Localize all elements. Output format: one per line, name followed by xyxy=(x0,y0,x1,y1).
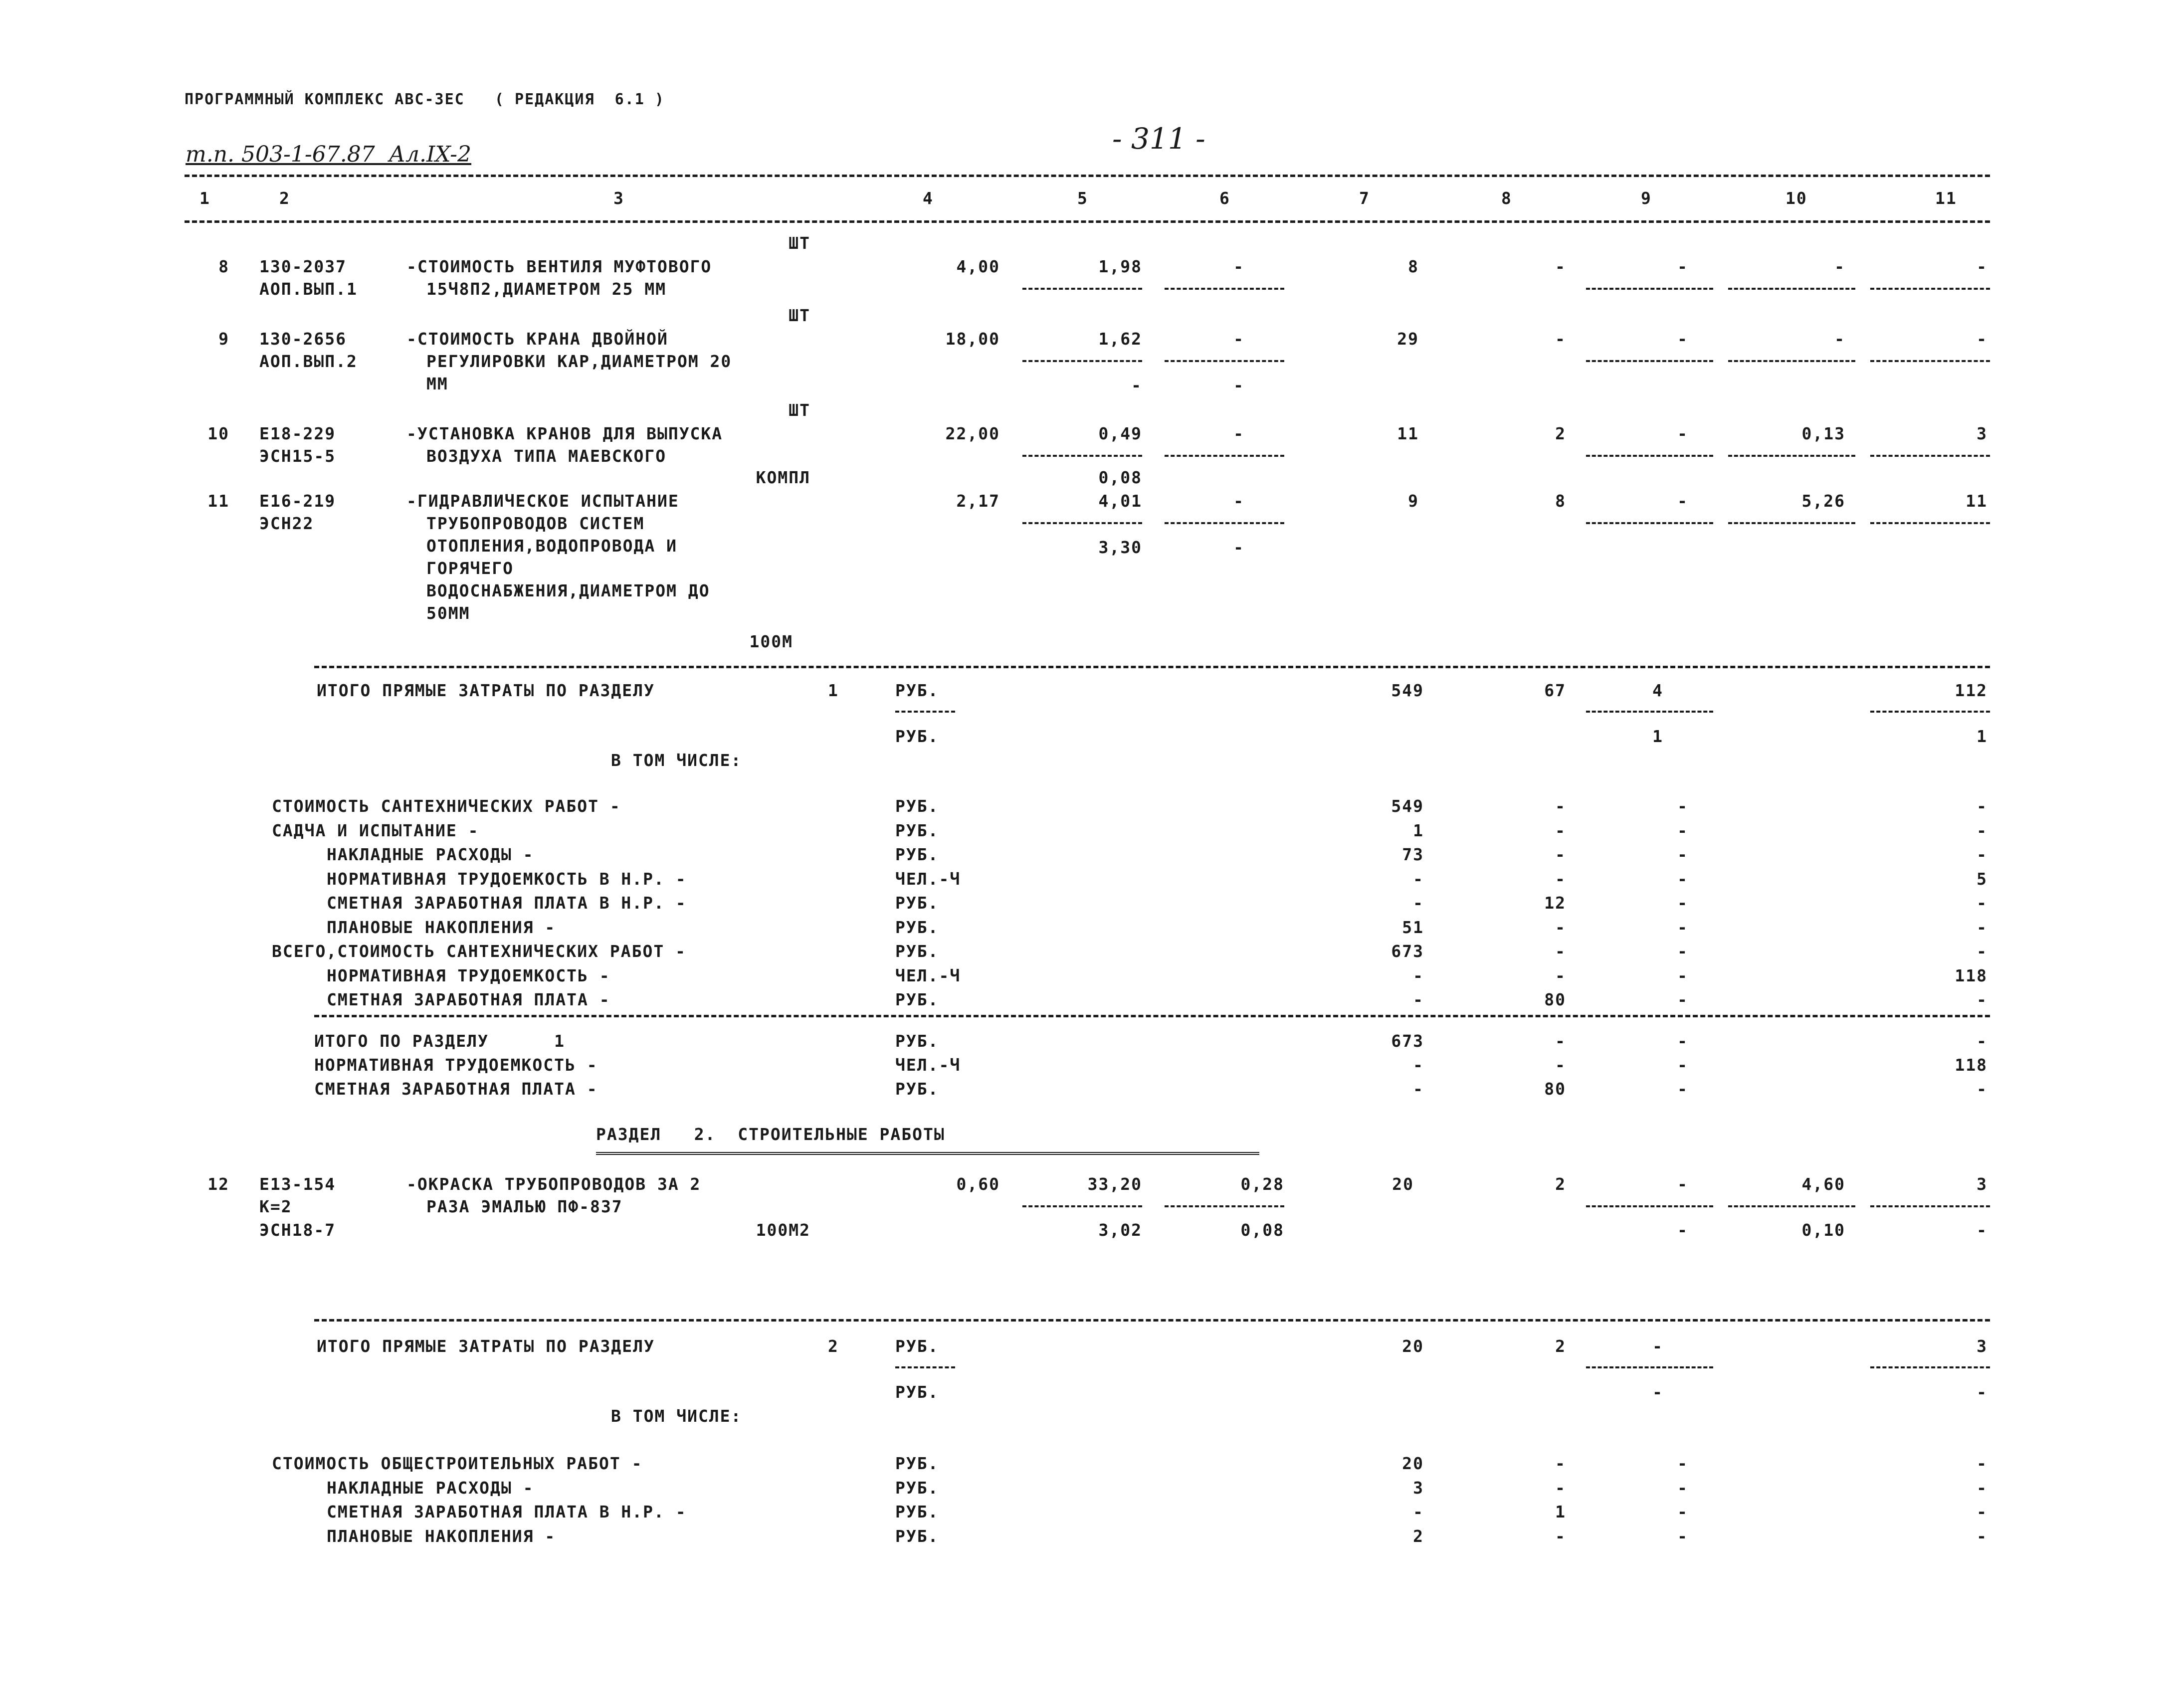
item-col6-second: - xyxy=(1233,376,1244,395)
rule-col5 xyxy=(1022,360,1142,362)
breakdown-label: НОРМАТИВНАЯ ТРУДОЕМКОСТЬ - xyxy=(327,965,610,985)
rule-col6 xyxy=(1165,288,1284,290)
breakdown-col7: 2 xyxy=(1413,1526,1424,1546)
item-col9: - xyxy=(1677,424,1688,443)
including-label: В ТОМ ЧИСЛЕ: xyxy=(611,1406,742,1426)
grand-total-col11: 118 xyxy=(1955,1055,1987,1075)
breakdown-unit: РУБ. xyxy=(895,917,939,937)
rule-section2-total xyxy=(314,1319,1990,1322)
item-col11: 3 xyxy=(1977,1174,1987,1194)
item-description-line: РАЗА ЭМАЛЬЮ ПФ-837 xyxy=(426,1197,623,1216)
breakdown-col7: 1 xyxy=(1413,820,1424,840)
item-col11-second: - xyxy=(1977,1220,1987,1240)
breakdown-unit: РУБ. xyxy=(895,893,939,913)
breakdown-unit: РУБ. xyxy=(895,1454,939,1473)
item-quantity: 4,00 xyxy=(956,257,1000,276)
grand-total-col8: - xyxy=(1555,1055,1566,1075)
item-unit: ШТ xyxy=(789,400,810,420)
item-quantity: 0,60 xyxy=(956,1174,1000,1194)
item-code: Е16-219 xyxy=(259,491,336,511)
breakdown-col9: - xyxy=(1677,942,1688,961)
item-unit-below: 100М xyxy=(749,632,793,651)
column-header-10: 10 xyxy=(1785,189,1807,208)
item-description-line: ВОЗДУХА ТИПА МАЕВСКОГО xyxy=(426,446,667,466)
breakdown-col9: - xyxy=(1677,1454,1688,1473)
item-description-line: ВОДОСНАБЖЕНИЯ,ДИАМЕТРОМ ДО xyxy=(426,581,710,600)
rule-col11 xyxy=(1870,1366,1990,1368)
breakdown-col9: - xyxy=(1677,1478,1688,1498)
rule-col5 xyxy=(1022,455,1142,457)
item-description-line: 50ММ xyxy=(426,603,470,623)
item-col6: 0,28 xyxy=(1240,1174,1284,1194)
item-code-sub: ЭСН18-7 xyxy=(259,1220,336,1240)
rule-col11 xyxy=(1870,360,1990,362)
breakdown-col11: - xyxy=(1977,1502,1987,1521)
breakdown-col7: 549 xyxy=(1391,796,1424,816)
grand-total-unit: РУБ. xyxy=(895,1031,939,1051)
item-col6-second: 0,08 xyxy=(1240,1220,1284,1240)
rule-unit xyxy=(895,1366,955,1368)
rule-top xyxy=(185,175,1990,177)
column-header-1: 1 xyxy=(199,189,210,208)
total-col7: 20 xyxy=(1402,1336,1424,1356)
item-quantity: 18,00 xyxy=(945,329,1000,349)
breakdown-unit: РУБ. xyxy=(895,796,939,816)
breakdown-label: СТОИМОСТЬ САНТЕХНИЧЕСКИХ РАБОТ - xyxy=(272,796,621,816)
rule-col9 xyxy=(1586,522,1713,524)
item-col10-second: 0,10 xyxy=(1801,1220,1845,1240)
column-header-9: 9 xyxy=(1641,189,1652,208)
rule-col9 xyxy=(1586,1366,1713,1368)
breakdown-col8: - xyxy=(1555,1454,1566,1473)
breakdown-col8: - xyxy=(1555,820,1566,840)
item-number: 12 xyxy=(207,1174,229,1194)
grand-total-col9: - xyxy=(1677,1031,1688,1051)
total-col11: 3 xyxy=(1977,1336,1987,1356)
grand-total-col8: 80 xyxy=(1544,1079,1566,1099)
item-description-line: ТРУБОПРОВОДОВ СИСТЕМ xyxy=(426,514,645,533)
item-number: 9 xyxy=(218,329,229,349)
breakdown-col7: 673 xyxy=(1391,942,1424,961)
breakdown-unit: РУБ. xyxy=(895,942,939,961)
item-col8: - xyxy=(1555,329,1566,349)
item-col5-second: 3,30 xyxy=(1098,538,1142,557)
breakdown-col7: - xyxy=(1413,893,1424,913)
breakdown-col9: - xyxy=(1677,965,1688,985)
item-col9: - xyxy=(1677,329,1688,349)
item-col8: - xyxy=(1555,257,1566,276)
total-unit-second: РУБ. xyxy=(895,727,939,746)
breakdown-col7: - xyxy=(1413,990,1424,1009)
column-header-2: 2 xyxy=(279,189,290,208)
item-col7: 8 xyxy=(1408,257,1419,276)
item-col7: 11 xyxy=(1397,424,1419,443)
item-description-line: РЕГУЛИРОВКИ КАР,ДИАМЕТРОМ 20 xyxy=(426,352,732,371)
item-code: Е18-229 xyxy=(259,424,336,443)
total-section-number: 1 xyxy=(828,681,839,700)
item-col9: - xyxy=(1677,491,1688,511)
rule-section1-total xyxy=(314,666,1990,668)
breakdown-col8: - xyxy=(1555,1526,1566,1546)
total-col8: 2 xyxy=(1555,1336,1566,1356)
including-label: В ТОМ ЧИСЛЕ: xyxy=(611,751,742,770)
breakdown-col7: 73 xyxy=(1402,845,1424,864)
column-header-11: 11 xyxy=(1935,189,1957,208)
item-code-sub: ЭСН15-5 xyxy=(259,446,336,466)
breakdown-unit: РУБ. xyxy=(895,1526,939,1546)
item-code: 130-2037 xyxy=(259,257,347,276)
rule-col9 xyxy=(1586,1205,1713,1207)
rule-col9 xyxy=(1586,360,1713,362)
item-col7: 29 xyxy=(1397,329,1419,349)
item-quantity: 2,17 xyxy=(956,491,1000,511)
breakdown-col8: - xyxy=(1555,845,1566,864)
item-col6: - xyxy=(1233,491,1244,511)
total-col11: 112 xyxy=(1955,681,1987,700)
rule-col6 xyxy=(1165,522,1284,524)
breakdown-col9: - xyxy=(1677,893,1688,913)
section2-title-underline xyxy=(596,1152,1259,1155)
breakdown-col8: 12 xyxy=(1544,893,1566,913)
grand-total-col11: - xyxy=(1977,1031,1987,1051)
item-col8: 8 xyxy=(1555,491,1566,511)
breakdown-col11: - xyxy=(1977,820,1987,840)
item-description-line: ОТОПЛЕНИЯ,ВОДОПРОВОДА И xyxy=(426,536,677,556)
item-col11: - xyxy=(1977,257,1987,276)
total-unit-second: РУБ. xyxy=(895,1382,939,1402)
breakdown-col8: - xyxy=(1555,942,1566,961)
item-col5-extra: 0,08 xyxy=(1098,468,1142,487)
item-number: 10 xyxy=(207,424,229,443)
total-col9-second: - xyxy=(1652,1382,1663,1402)
breakdown-col8: - xyxy=(1555,796,1566,816)
grand-total-col7: - xyxy=(1413,1055,1424,1075)
item-col10: 5,26 xyxy=(1801,491,1845,511)
item-col5: 4,01 xyxy=(1098,491,1142,511)
item-code-sub: АОП.ВЫП.1 xyxy=(259,279,358,299)
total-col9-second: 1 xyxy=(1652,727,1663,746)
column-header-3: 3 xyxy=(613,189,624,208)
breakdown-col7: - xyxy=(1413,869,1424,889)
breakdown-col11: - xyxy=(1977,990,1987,1009)
total-unit: РУБ. xyxy=(895,1336,939,1356)
rule-col5 xyxy=(1022,1205,1142,1207)
breakdown-label: СМЕТНАЯ ЗАРАБОТНАЯ ПЛАТА В Н.Р. - xyxy=(327,1502,687,1521)
breakdown-label: СМЕТНАЯ ЗАРАБОТНАЯ ПЛАТА В Н.Р. - xyxy=(327,893,687,913)
item-description-line: ГОРЯЧЕГО xyxy=(426,559,514,578)
total-col8: 67 xyxy=(1544,681,1566,700)
item-col5: 33,20 xyxy=(1087,1174,1142,1194)
item-col6: - xyxy=(1233,424,1244,443)
item-col11: - xyxy=(1977,329,1987,349)
breakdown-col11: - xyxy=(1977,893,1987,913)
item-number: 11 xyxy=(207,491,229,511)
breakdown-col11: - xyxy=(1977,845,1987,864)
breakdown-col8: 80 xyxy=(1544,990,1566,1009)
rule-col10 xyxy=(1728,1205,1855,1207)
breakdown-col8: - xyxy=(1555,965,1566,985)
item-col10: - xyxy=(1834,329,1845,349)
item-col8: 2 xyxy=(1555,1174,1566,1194)
breakdown-unit: РУБ. xyxy=(895,845,939,864)
item-description-line: -СТОИМОСТЬ ВЕНТИЛЯ МУФТОВОГО xyxy=(406,257,712,276)
item-col6: - xyxy=(1233,329,1244,349)
breakdown-col7: 51 xyxy=(1402,917,1424,937)
breakdown-col9: - xyxy=(1677,845,1688,864)
column-header-6: 6 xyxy=(1219,189,1230,208)
rule-col5 xyxy=(1022,288,1142,290)
breakdown-col8: - xyxy=(1555,869,1566,889)
doc-reference: т.п. 503-1-67.87 Ал.IX-2 xyxy=(186,142,471,167)
breakdown-col7: - xyxy=(1413,1502,1424,1521)
item-description-line: -УСТАНОВКА КРАНОВ ДЛЯ ВЫПУСКА xyxy=(406,424,723,443)
total-col9: - xyxy=(1652,1336,1663,1356)
section2-title: РАЗДЕЛ 2. СТРОИТЕЛЬНЫЕ РАБОТЫ xyxy=(596,1125,945,1144)
breakdown-label: СМЕТНАЯ ЗАРАБОТНАЯ ПЛАТА - xyxy=(327,990,610,1009)
item-unit: ШТ xyxy=(789,306,810,325)
item-col7: 20 xyxy=(1392,1174,1414,1194)
item-col5-second: - xyxy=(1131,376,1142,395)
item-code: Е13-154 xyxy=(259,1174,336,1194)
item-code-sub: ЭСН22 xyxy=(259,514,314,533)
breakdown-col9: - xyxy=(1677,1502,1688,1521)
breakdown-label: САДЧА И ИСПЫТАНИЕ - xyxy=(272,820,479,840)
grand-total-col7: - xyxy=(1413,1079,1424,1099)
rule-section1-grand xyxy=(314,1015,1990,1017)
grand-total-col11: - xyxy=(1977,1079,1987,1099)
rule-col5 xyxy=(1022,522,1142,524)
item-col5: 1,98 xyxy=(1098,257,1142,276)
item-col6-second: - xyxy=(1233,538,1244,557)
rule-col11 xyxy=(1870,711,1990,713)
breakdown-unit: РУБ. xyxy=(895,1502,939,1521)
item-col9: - xyxy=(1677,1174,1688,1194)
rule-unit xyxy=(895,711,955,713)
rule-col10 xyxy=(1728,288,1855,290)
grand-total-label: НОРМАТИВНАЯ ТРУДОЕМКОСТЬ - xyxy=(314,1055,598,1075)
item-col10: 4,60 xyxy=(1801,1174,1845,1194)
item-col11: 11 xyxy=(1966,491,1987,511)
item-code: 130-2656 xyxy=(259,329,347,349)
breakdown-col8: 1 xyxy=(1555,1502,1566,1521)
item-col6: - xyxy=(1233,257,1244,276)
breakdown-col11: - xyxy=(1977,1478,1987,1498)
total-col11-second: 1 xyxy=(1977,727,1987,746)
rule-col6 xyxy=(1165,455,1284,457)
item-col10: - xyxy=(1834,257,1845,276)
rule-col9 xyxy=(1586,288,1713,290)
breakdown-col11: - xyxy=(1977,917,1987,937)
breakdown-col11: 5 xyxy=(1977,869,1987,889)
breakdown-col9: - xyxy=(1677,820,1688,840)
rule-col10 xyxy=(1728,360,1855,362)
item-description-line: 15Ч8П2,ДИАМЕТРОМ 25 ММ xyxy=(426,279,667,299)
breakdown-col11: - xyxy=(1977,1454,1987,1473)
item-code-sub: АОП.ВЫП.2 xyxy=(259,352,358,371)
breakdown-col7: - xyxy=(1413,965,1424,985)
grand-total-label: ИТОГО ПО РАЗДЕЛУ 1 xyxy=(314,1031,565,1051)
breakdown-unit: РУБ. xyxy=(895,1478,939,1498)
breakdown-col11: - xyxy=(1977,796,1987,816)
breakdown-col11: - xyxy=(1977,1526,1987,1546)
rule-col6 xyxy=(1165,1205,1284,1207)
rule-col11 xyxy=(1870,1205,1990,1207)
column-header-8: 8 xyxy=(1501,189,1512,208)
grand-total-col8: - xyxy=(1555,1031,1566,1051)
grand-total-col7: 673 xyxy=(1391,1031,1424,1051)
rule-col11 xyxy=(1870,288,1990,290)
breakdown-col9: - xyxy=(1677,990,1688,1009)
item-code-k: К=2 xyxy=(259,1197,292,1216)
item-col9-second: - xyxy=(1677,1220,1688,1240)
column-header-5: 5 xyxy=(1077,189,1088,208)
item-col5: 1,62 xyxy=(1098,329,1142,349)
item-quantity: 22,00 xyxy=(945,424,1000,443)
breakdown-col11: - xyxy=(1977,942,1987,961)
item-col8: 2 xyxy=(1555,424,1566,443)
item-col9: - xyxy=(1677,257,1688,276)
breakdown-unit: РУБ. xyxy=(895,990,939,1009)
item-number: 8 xyxy=(218,257,229,276)
breakdown-unit: ЧЕЛ.-Ч xyxy=(895,869,961,889)
total-col9: 4 xyxy=(1652,681,1663,700)
grand-total-col9: - xyxy=(1677,1055,1688,1075)
total-unit: РУБ. xyxy=(895,681,939,700)
program-header: ПРОГРАММНЫЙ КОМПЛЕКС АВС-ЗЕС ( РЕДАКЦИЯ 6.1 ) xyxy=(185,91,665,108)
item-col5-second: 3,02 xyxy=(1098,1220,1142,1240)
column-header-4: 4 xyxy=(923,189,934,208)
item-description-line: -ГИДРАВЛИЧЕСКОЕ ИСПЫТАНИЕ xyxy=(406,491,679,511)
breakdown-unit: ЧЕЛ.-Ч xyxy=(895,965,961,985)
breakdown-col8: - xyxy=(1555,1478,1566,1498)
breakdown-label: НАКЛАДНЫЕ РАСХОДЫ - xyxy=(327,1478,534,1498)
item-col10: 0,13 xyxy=(1801,424,1845,443)
total-section-number: 2 xyxy=(828,1336,839,1356)
breakdown-unit: РУБ. xyxy=(895,820,939,840)
item-col7: 9 xyxy=(1408,491,1419,511)
page-number: - 311 - xyxy=(1112,122,1205,156)
grand-total-unit: ЧЕЛ.-Ч xyxy=(895,1055,961,1075)
rule-col9 xyxy=(1586,455,1713,457)
breakdown-label: ПЛАНОВЫЕ НАКОПЛЕНИЯ - xyxy=(327,1526,556,1546)
item-description-line: ММ xyxy=(426,374,448,393)
total-label: ИТОГО ПРЯМЫЕ ЗАТРАТЫ ПО РАЗДЕЛУ xyxy=(317,681,655,700)
rule-col11 xyxy=(1870,522,1990,524)
grand-total-label: СМЕТНАЯ ЗАРАБОТНАЯ ПЛАТА - xyxy=(314,1079,598,1099)
grand-total-unit: РУБ. xyxy=(895,1079,939,1099)
item-description-line: -СТОИМОСТЬ КРАНА ДВОЙНОЙ xyxy=(406,329,668,349)
breakdown-label: НОРМАТИВНАЯ ТРУДОЕМКОСТЬ В Н.Р. - xyxy=(327,869,687,889)
column-header-7: 7 xyxy=(1359,189,1370,208)
breakdown-col11: 118 xyxy=(1955,965,1987,985)
total-col11-second: - xyxy=(1977,1382,1987,1402)
breakdown-label: ПЛАНОВЫЕ НАКОПЛЕНИЯ - xyxy=(327,917,556,937)
item-col11: 3 xyxy=(1977,424,1987,443)
rule-col9 xyxy=(1586,711,1713,713)
breakdown-col7: 3 xyxy=(1413,1478,1424,1498)
rule-col10 xyxy=(1728,522,1855,524)
item-col5: 0,49 xyxy=(1098,424,1142,443)
breakdown-col8: - xyxy=(1555,917,1566,937)
rule-col6 xyxy=(1165,360,1284,362)
item-unit: ШТ xyxy=(789,233,810,253)
total-col7: 549 xyxy=(1391,681,1424,700)
breakdown-col9: - xyxy=(1677,1526,1688,1546)
breakdown-col7: 20 xyxy=(1402,1454,1424,1473)
rule-header-bottom xyxy=(185,220,1990,223)
item-description-line: -ОКРАСКА ТРУБОПРОВОДОВ ЗА 2 xyxy=(406,1174,701,1194)
grand-total-col9: - xyxy=(1677,1079,1688,1099)
breakdown-label: НАКЛАДНЫЕ РАСХОДЫ - xyxy=(327,845,534,864)
breakdown-label: ВСЕГО,СТОИМОСТЬ САНТЕХНИЧЕСКИХ РАБОТ - xyxy=(272,942,686,961)
rule-col10 xyxy=(1728,455,1855,457)
breakdown-col9: - xyxy=(1677,796,1688,816)
total-label: ИТОГО ПРЯМЫЕ ЗАТРАТЫ ПО РАЗДЕЛУ xyxy=(317,1336,655,1356)
item-unit: КОМПЛ xyxy=(756,468,810,487)
breakdown-col9: - xyxy=(1677,917,1688,937)
item-unit: 100М2 xyxy=(756,1220,810,1240)
breakdown-col9: - xyxy=(1677,869,1688,889)
rule-col11 xyxy=(1870,455,1990,457)
breakdown-label: СТОИМОСТЬ ОБЩЕСТРОИТЕЛЬНЫХ РАБОТ - xyxy=(272,1454,643,1473)
